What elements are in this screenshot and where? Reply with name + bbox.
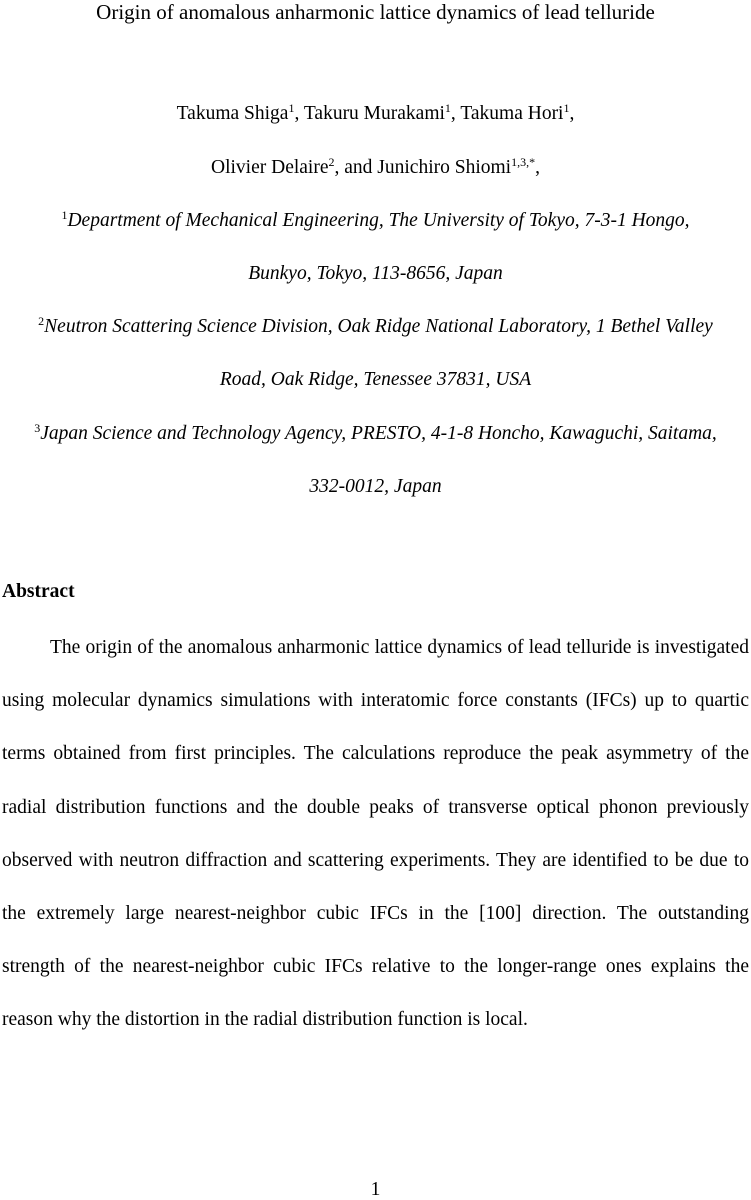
paper-title: Origin of anomalous anharmonic lattice dynamics of lead telluride (96, 0, 655, 24)
affiliation-text: Department of Mechanical Engineering, The University of Tokyo, 7-3-1 Hongo, (67, 210, 690, 231)
author-separator: , (450, 103, 461, 124)
affiliation-2-line-2: Road, Oak Ridge, Tenessee 37831, USA (219, 369, 532, 390)
affiliation-3-line-1 (0, 422, 751, 446)
affiliation-sup: 3 (34, 421, 41, 435)
author-affil-sup: 1 (444, 101, 451, 115)
affiliation-sup: 2 (38, 314, 45, 328)
abstract-body (2, 621, 749, 1047)
author-name: Takuma Hori (460, 103, 564, 124)
affiliation-sup: 1 (61, 208, 68, 222)
page-number: 1 (370, 1179, 381, 1200)
author-name: Olivier Delaire (211, 157, 329, 178)
author-separator: , (535, 157, 540, 178)
author-affil-sup: 1,3,* (511, 155, 536, 169)
affiliation-text: Japan Science and Technology Agency, PRESTO, 4-1-8 Honcho, Kawaguchi, Saitama, (40, 423, 717, 444)
author-name: Junichiro Shiomi (377, 157, 512, 178)
affiliation-1-line-2: Bunkyo, Tokyo, 113-8656, Japan (248, 263, 503, 284)
author-separator: , (569, 103, 575, 124)
abstract-heading: Abstract (2, 581, 75, 602)
author-name: Takuma Shiga (176, 103, 289, 124)
affiliation-1-line-1 (0, 209, 751, 233)
affiliation-2-line-1 (0, 315, 751, 339)
author-affil-sup: 1 (288, 101, 295, 115)
authors-line-1 (0, 102, 751, 126)
affiliation-text: Neutron Scattering Science Division, Oak Ridge National Laboratory, 1 Bethel Valley (44, 316, 713, 337)
author-affil-sup: 1 (563, 101, 570, 115)
author-name: Takuru Murakami (303, 103, 445, 124)
affiliation-3-line-2: 332-0012, Japan (309, 476, 442, 497)
authors-line-2 (0, 156, 751, 180)
author-separator: , (294, 103, 304, 124)
abstract-text: The origin of the anomalous anharmonic lattice dynamics of lead telluride is investigated using molecular dynamics simulations with interatomic force constants (IFCs) up to quartic terms obtained from first principles. The calculations reproduce the peak asymmetry of the radial distribution functions and the double peaks of transverse optical phonon previously observed with neutron diffraction and scattering experiments. They are identified to be due to the extremely large nearest-neighbor cubic IFCs in the [100] direction. The outstanding strength of the nearest-neighbor cubic IFCs relative to the longer-range ones explains the reason why the distortion in the radial distribution function is local. (2, 637, 749, 1031)
author-separator: , and (334, 157, 378, 178)
author-affil-sup: 2 (328, 155, 335, 169)
